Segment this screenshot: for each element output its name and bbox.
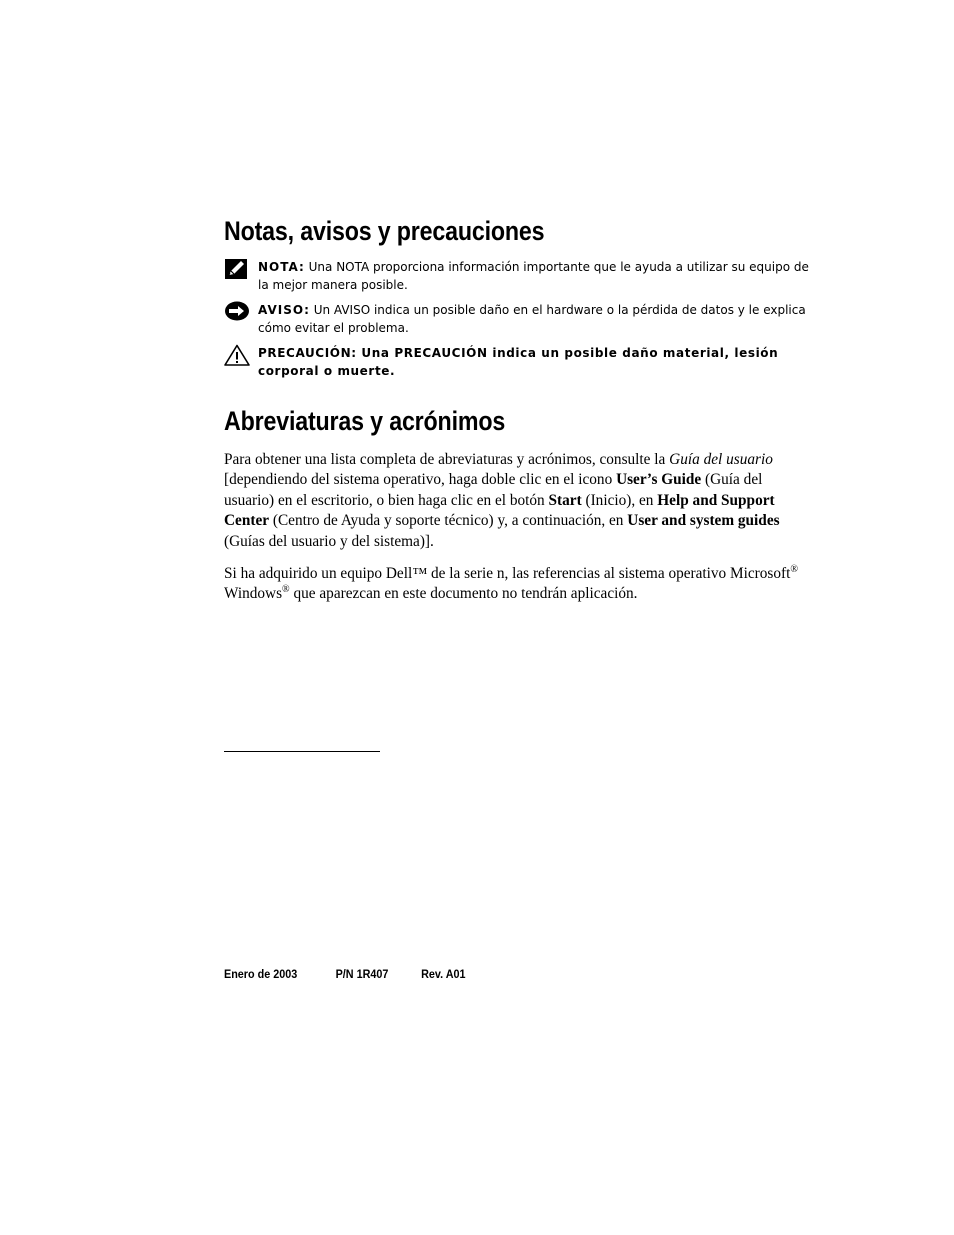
nota-label: NOTA: — [258, 260, 305, 274]
help-center-label: Help and Support Center — [224, 491, 775, 530]
footer-revision: Rev. A01 — [421, 967, 466, 981]
para1-text-5: (Centro de Ayuda y soporte técnico) y, a continuación, en — [269, 512, 628, 530]
para2-text-3: que aparezcan en este documento no tendrán aplicación. — [289, 585, 638, 603]
abbreviations-heading: Abreviaturas y acrónimos — [224, 406, 506, 436]
nota-text: Una NOTA proporciona información importante que le ayuda a utilizar su equipo de la mejor manera posible. — [258, 260, 809, 292]
registered-mark: ® — [282, 584, 290, 596]
registered-mark: ® — [790, 563, 798, 575]
windows-paragraph — [224, 564, 814, 605]
precaucion-label: PRECAUCIÓN: — [258, 346, 357, 360]
footer-part-number: P/N 1R407 — [335, 967, 389, 981]
notice-arrow-icon — [224, 301, 250, 323]
para1-text-6: (Guías del usuario y del sistema)]. — [224, 532, 434, 550]
aviso-label: AVISO: — [258, 303, 310, 317]
footnote-rule — [224, 751, 380, 752]
para1-text-3: (Guía del usuario) en el escritorio, o bien haga clic en el botón — [224, 471, 763, 509]
para1-text-4: (Inicio), en — [581, 491, 658, 509]
para1-text-2: [dependiendo del sistema operativo, haga doble clic en el icono — [224, 471, 617, 489]
users-guide-label: User’s Guide — [616, 471, 702, 489]
user-guides-label: User and system guides — [627, 512, 780, 530]
abbreviations-paragraph — [224, 450, 814, 552]
para2-text-1: Si ha adquirido un equipo Dell™ de la serie n, las referencias al sistema operativo Microsoft — [224, 565, 791, 582]
warning-triangle-icon — [224, 344, 250, 366]
precaucion-text: Una PRECAUCIÓN indica un posible daño material, lesión corporal o muerte. — [258, 346, 779, 378]
footer-date: Enero de 2003 — [224, 967, 298, 981]
notes-heading: Notas, avisos y precauciones — [224, 216, 545, 246]
pencil-note-icon — [224, 258, 250, 280]
guide-title: Guía del usuario — [669, 451, 773, 468]
para1-text-1: Para obtener una lista completa de abreviaturas y acrónimos, consulte la — [224, 451, 670, 468]
aviso-text: Un AVISO indica un posible daño en el hardware o la pérdida de datos y le explica cómo evitar el problema. — [258, 303, 806, 335]
start-label: Start — [548, 491, 582, 509]
para2-text-2: Windows — [224, 585, 283, 603]
